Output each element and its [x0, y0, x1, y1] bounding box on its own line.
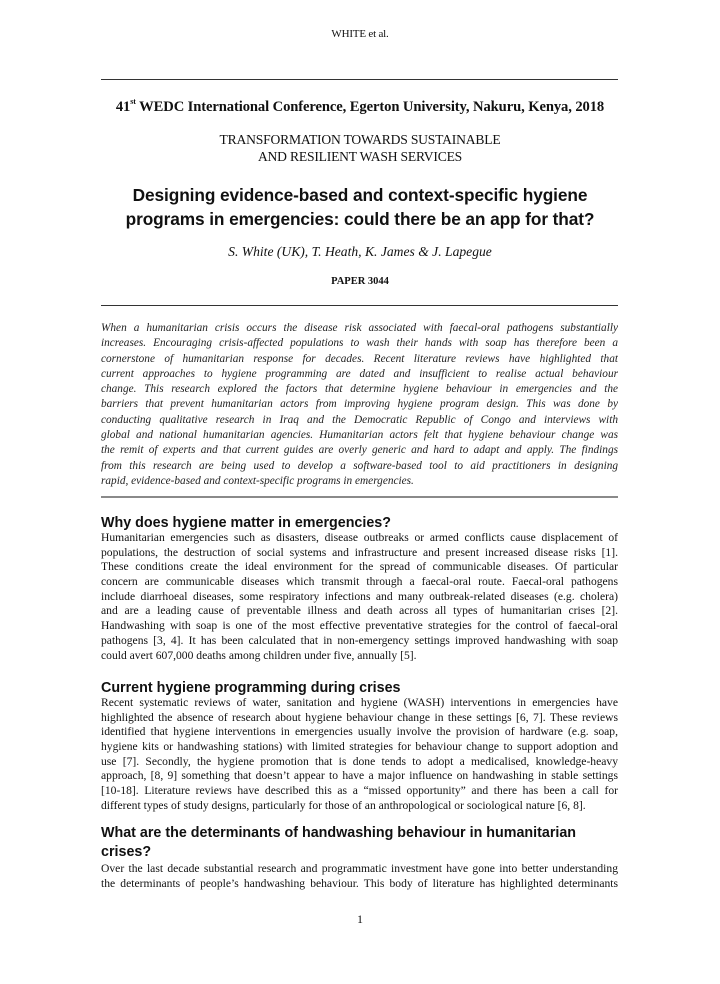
paragraph-line: could avert 607,000 deaths among children under five, annually [5].	[101, 648, 417, 662]
title-line-2: programs in emergencies: could there be an app for that?	[125, 209, 595, 229]
abstract-bottom-rule	[101, 496, 618, 498]
header-rule	[101, 79, 618, 80]
conference-number: 41	[115, 98, 131, 115]
abstract-line: increases. Encouraging crisis-affected populations to wash their hands with soap has therefore been a	[101, 337, 618, 350]
section-paragraph	[101, 696, 618, 814]
paragraph-line: approach, [8, 9] something that doesn’t appear to have a major influence on handwashing in stable settings	[101, 769, 618, 783]
paragraph-line: Handwashing with soap is one of the most effective preventative strategies for the control of faecal-oral	[101, 619, 618, 633]
paragraph-line: use [7]. Secondly, the hygiene promotion that is done tends to adopt a medicalised, knowledge-heavy	[101, 754, 618, 768]
section-paragraph	[101, 862, 618, 891]
conference-ordinal: st	[130, 97, 136, 106]
abstract-line: conducting qualitative research in Iraq and the Democratic Republic of Congo and interviews with	[101, 413, 618, 426]
section-heading-line-1: What are the determinants of handwashing behaviour in humanitarian	[101, 825, 577, 841]
abstract-line: When a humanitarian crisis occurs the disease risk associated with faecal-oral pathogens substantially	[101, 322, 618, 334]
abstract-line: the remit of experts and that current guides are overly generic and hard to adapt and apply. The findings	[101, 444, 618, 457]
abstract-line: current approaches to hygiene programming are dated and insufficient to realise actual behaviour	[101, 367, 618, 380]
theme-line-1: TRANSFORMATION TOWARDS SUSTAINABLE	[219, 132, 501, 147]
paragraph-line: concern are communicable diseases which transmit through a faecal-oral route. Faecal-oral pathogens	[101, 575, 618, 589]
paragraph-line: populations, the destruction of social systems and infrastructure and present increased disease risks [1].	[101, 545, 618, 559]
paragraph-line: Over the last decade substantial research and programmatic investment have gone into better understanding	[101, 862, 618, 875]
running-head: WHITE et al.	[331, 28, 389, 40]
paragraph-line: include diarrhoeal diseases, some respiratory infections and many outbreak-related diseases (e.g. cholera)	[101, 589, 618, 603]
conference-details: WEDC International Conference, Egerton University, Nakuru, Kenya, 2018	[135, 98, 605, 115]
paragraph-line: different types of study designs, particularly for those of an anthropological or sociological nature [6, 8].	[101, 798, 586, 812]
paragraph-line: and are a leading cause of preventable illness and death across all types of humanitarian crises [2].	[101, 604, 618, 618]
abstract-line: change. This research explored the factors that determine hygiene behaviour in emergencies and the	[101, 383, 618, 396]
abstract	[101, 321, 618, 489]
section-heading: Current hygiene programming during crises	[101, 680, 401, 696]
title-line-1: Designing evidence-based and context-specific hygiene	[132, 185, 588, 205]
abstract-line: from this research are being used to develop a software-based tool to aid practitioners in designing	[101, 459, 618, 472]
paragraph-line: [10-18]. Literature reviews have described this as a “missed opportunity” and there has been a call for	[101, 784, 618, 798]
authors: S. White (UK), T. Heath, K. James & J. Lapegue	[228, 244, 492, 259]
abstract-line: rapid, evidence-based and context-specific programs in emergencies.	[101, 474, 414, 487]
abstract-line: global and national humanitarian agencies. Humanitarian actors felt that hygiene behaviour change was	[101, 429, 618, 442]
paragraph-line: Recent systematic reviews of water, sanitation and hygiene (WASH) interventions in emergencies have	[101, 696, 618, 709]
section-paragraph	[101, 531, 618, 663]
abstract-line: barriers that prevent humanitarian actors from improving hygiene program design. This was done by	[101, 398, 618, 411]
section-heading: Why does hygiene matter in emergencies?	[101, 515, 391, 531]
abstract-top-rule	[101, 305, 618, 306]
paper-title	[0, 183, 720, 231]
paragraph-line: highlighted the absence of research about hygiene behaviour change in these settings [6, 7]. These reviews	[101, 710, 618, 724]
paragraph-line: hygiene kits or handwashing stations) with limited strategies for behaviour change to support adoption and	[101, 740, 618, 754]
paragraph-line: pathogens [3, 4]. It has been calculated that in non-emergency settings improved handwashing with soap	[101, 633, 618, 647]
section-heading	[101, 824, 576, 862]
conference-theme	[0, 131, 720, 165]
section-heading-line-2: crises?	[101, 844, 152, 860]
page-number: 1	[357, 912, 363, 926]
paragraph-line: These conditions create the ideal environment for the spread of communicable diseases. Of particular	[101, 560, 618, 574]
conference-line	[0, 98, 720, 116]
paragraph-line: the determinants of people’s handwashing behaviour. This body of literature has highlighted determinants	[101, 876, 618, 890]
theme-line-2: AND RESILIENT WASH SERVICES	[257, 149, 463, 164]
paragraph-line: Humanitarian emergencies such as disasters, disease outbreaks or armed conflicts cause displacement of	[101, 531, 618, 544]
paper-number: PAPER 3044	[331, 276, 389, 287]
abstract-line: cornerstone of humanitarian response for decades. Recent literature reviews have highlighted that	[101, 352, 618, 365]
paragraph-line: identified that hygiene interventions in emergencies usually involve the provision of hardware (e.g. soap,	[101, 725, 618, 739]
